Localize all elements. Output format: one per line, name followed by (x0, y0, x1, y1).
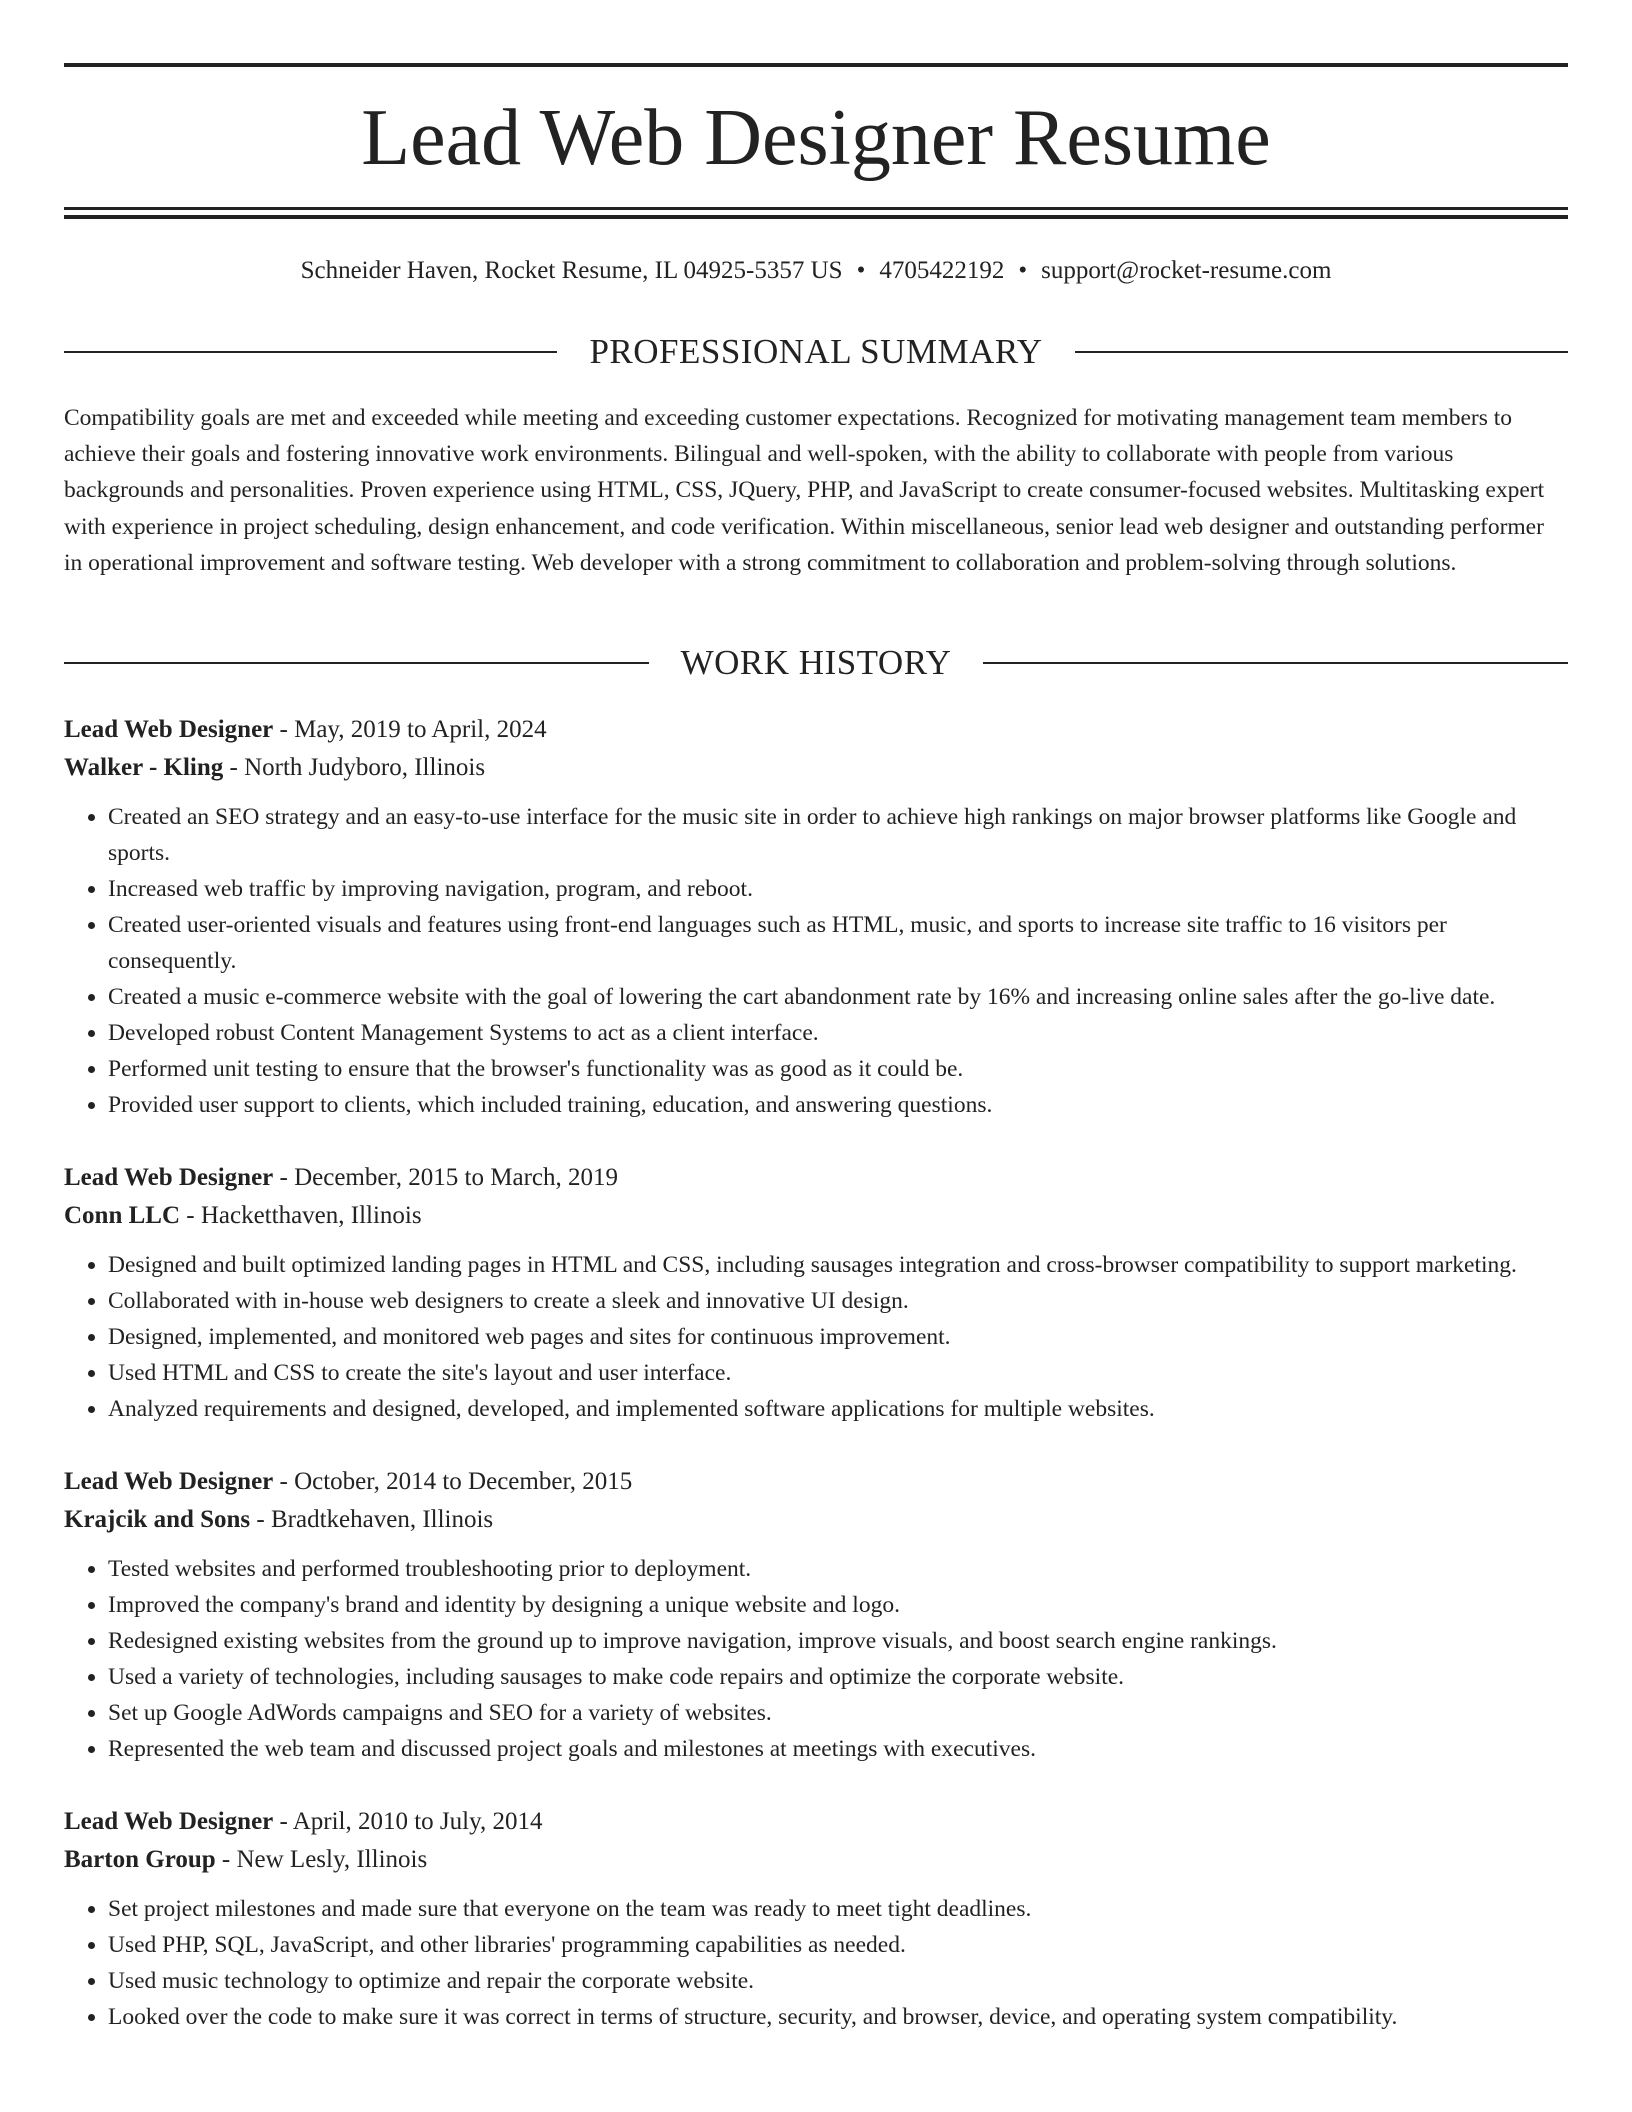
job-bullet: • Set up Google AdWords campaigns and SEO for a variety of websites. (108, 1695, 1568, 1731)
job-bullet: • Used PHP, SQL, JavaScript, and other libraries' programming capabilities as needed. (108, 1927, 1568, 1963)
contact-separator: • (1018, 257, 1028, 284)
job-bullet-list (64, 1891, 1568, 2035)
job-title: Lead Web Designer (64, 1808, 274, 1835)
job-company: Krajcik and Sons (64, 1506, 251, 1533)
job-bullet: • Developed robust Content Management Systems to act as a client interface. (108, 1015, 1568, 1051)
job-bullet: • Designed and built optimized landing pages in HTML and CSS, including sausages integration and cross-browser compatibility to support marketing. (108, 1247, 1568, 1283)
section-rule-left (64, 662, 649, 664)
job-bullet: • Collaborated with in-house web designers to create a sleek and innovative UI design. (108, 1283, 1568, 1319)
job-bullet: • Created user-oriented visuals and features using front-end languages such as HTML, music, and sports to increase site traffic to 16 visitors per consequently. (108, 907, 1568, 979)
job-company: Walker - Kling (64, 754, 224, 781)
job-bullet: • Set project milestones and made sure that everyone on the team was ready to meet tight deadlines. (108, 1891, 1568, 1927)
job-entry (64, 711, 1568, 1123)
job-title-line (64, 1159, 1568, 1197)
job-location: - New Lesly, Illinois (215, 1846, 428, 1873)
summary-section-heading (64, 330, 1568, 374)
job-bullet: • Designed, implemented, and monitored web pages and sites for continuous improvement. (108, 1319, 1568, 1355)
contact-email: support@rocket-resume.com (1041, 257, 1332, 284)
section-rule-right (983, 662, 1568, 664)
job-dates: - December, 2015 to March, 2019 (273, 1164, 618, 1191)
job-bullet: • Redesigned existing websites from the ground up to improve navigation, improve visuals, and boost search engine rankings. (108, 1623, 1568, 1659)
job-bullet: • Improved the company's brand and identity by designing a unique website and logo. (108, 1587, 1568, 1623)
job-dates: - April, 2010 to July, 2014 (273, 1808, 543, 1835)
job-location: - Hacketthaven, Illinois (180, 1202, 422, 1229)
work-section-heading (64, 641, 1568, 685)
job-bullet: • Created an SEO strategy and an easy-to-use interface for the music site in order to achieve high rankings on major browser platforms like Google and sports. (108, 799, 1568, 871)
work-history-list (64, 711, 1568, 2071)
job-entry (64, 1803, 1568, 2035)
job-bullet: • Created a music e-commerce website with the goal of lowering the cart abandonment rate by 16% and increasing online sales after the go-live date. (108, 979, 1568, 1015)
job-title: Lead Web Designer (64, 1468, 274, 1495)
job-bullet: • Provided user support to clients, which included training, education, and answering questions. (108, 1087, 1568, 1123)
job-bullet: • Analyzed requirements and designed, developed, and implemented software applications for multiple websites. (108, 1391, 1568, 1427)
job-entry (64, 1159, 1568, 1427)
job-company-line (64, 1841, 1568, 1879)
job-title-line (64, 711, 1568, 749)
job-bullet: • Tested websites and performed troubleshooting prior to deployment. (108, 1551, 1568, 1587)
job-bullet: • Used HTML and CSS to create the site's layout and user interface. (108, 1355, 1568, 1391)
job-bullet: • Used a variety of technologies, including sausages to make code repairs and optimize the corporate website. (108, 1659, 1568, 1695)
header-bottom-rule-2 (64, 215, 1568, 219)
section-rule-right (1075, 351, 1568, 353)
professional-summary-text: Compatibility goals are met and exceeded while meeting and exceeding customer expectations. Recognized for motivating management team members to achieve their goals and fostering innovative work environments. Bilingual and well-spoken, with the ability to collaborate with people from various backgrounds and personalities. Proven experience using HTML, CSS, JQuery, PHP, and JavaScript to create consumer-focused websites. Multitasking expert with experience in project scheduling, design enhancement, and code verification. Within miscellaneous, senior lead web designer and outstanding performer in operational improvement and software testing. Web developer with a strong commitment to collaboration and problem-solving through solutions. (64, 405, 1545, 576)
job-title: Lead Web Designer (64, 1164, 274, 1191)
work-heading-label: WORK HISTORY (680, 643, 952, 682)
header-bottom-rule-1 (64, 207, 1568, 210)
job-bullet: • Represented the web team and discussed project goals and milestones at meetings with executives. (108, 1731, 1568, 1767)
job-title-line (64, 1463, 1568, 1501)
job-bullet-list (64, 1247, 1568, 1427)
contact-line (64, 254, 1568, 288)
job-company: Barton Group (64, 1846, 216, 1873)
job-bullet: • Used music technology to optimize and repair the corporate website. (108, 1963, 1568, 1999)
job-company: Conn LLC (64, 1202, 181, 1229)
job-entry (64, 1463, 1568, 1767)
contact-phone: 4705422192 (879, 257, 1005, 284)
section-rule-left (64, 351, 557, 353)
job-bullet: • Increased web traffic by improving navigation, program, and reboot. (108, 871, 1568, 907)
job-bullet-list (64, 799, 1568, 1123)
job-location: - North Judyboro, Illinois (223, 754, 486, 781)
resume-title: Lead Web Designer Resume (361, 94, 1271, 182)
contact-address: Schneider Haven, Rocket Resume, IL 04925-5357 US (300, 257, 843, 284)
job-company-line (64, 1501, 1568, 1539)
job-location: - Bradtkehaven, Illinois (250, 1506, 494, 1533)
job-company-line (64, 749, 1568, 787)
header-top-rule (64, 63, 1568, 67)
job-dates: - May, 2019 to April, 2024 (273, 716, 547, 743)
contact-separator: • (856, 257, 866, 284)
job-bullet: • Performed unit testing to ensure that the browser's functionality was as good as it could be. (108, 1051, 1568, 1087)
job-bullet: • Looked over the code to make sure it was correct in terms of structure, security, and browser, device, and operating system compatibility. (108, 1999, 1568, 2035)
job-title: Lead Web Designer (64, 716, 274, 743)
job-bullet-list (64, 1551, 1568, 1767)
job-company-line (64, 1197, 1568, 1235)
job-title-line (64, 1803, 1568, 1841)
summary-heading-label: PROFESSIONAL SUMMARY (589, 332, 1043, 371)
job-dates: - October, 2014 to December, 2015 (273, 1468, 633, 1495)
